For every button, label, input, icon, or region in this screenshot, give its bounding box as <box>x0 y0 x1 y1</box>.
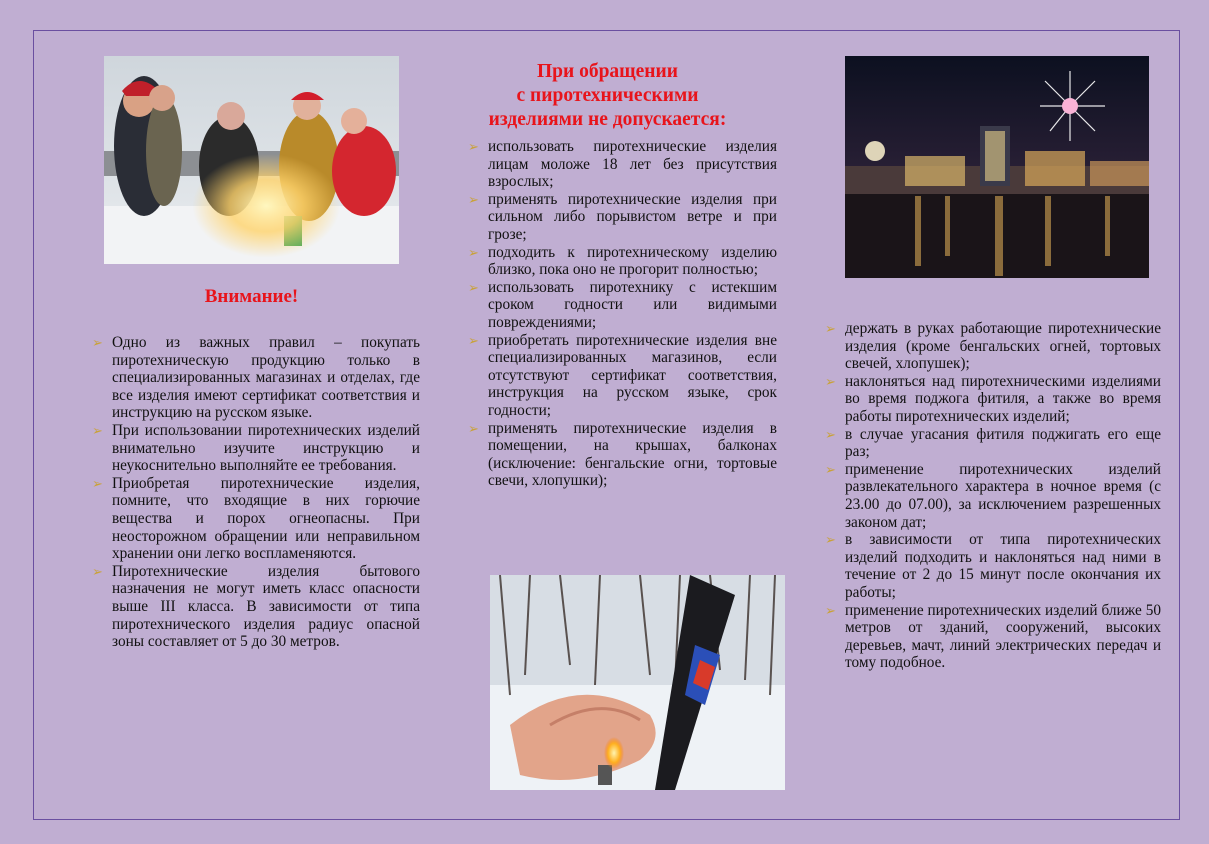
bullet-arrow-icon: ➢ <box>468 279 479 295</box>
bullet-arrow-icon: ➢ <box>825 532 836 548</box>
list-item: ➢ Приобретая пиротехнические изделия, помните, что входящие в них горючие вещества и порох огнеопасны. При неосторожном обращении или неправильном хранении они легко воспламеняются. <box>92 474 420 563</box>
attention-heading: Внимание! <box>204 286 299 307</box>
bullet-arrow-icon: ➢ <box>825 602 836 618</box>
photo-city-fireworks-night <box>845 56 1149 278</box>
bullet-arrow-icon: ➢ <box>92 335 103 350</box>
list-item: ➢ применять пиротехнические изделия при сильном либо порывистом ветре и при грозе; <box>468 190 777 243</box>
list-item: ➢ наклоняться над пиротехническими изделиями во время поджога фитиля, а также во время работы пиротехнических изделий; <box>825 372 1161 425</box>
bullet-arrow-icon: ➢ <box>468 244 479 260</box>
photo-people-sparklers <box>104 56 399 264</box>
list-item: ➢ применять пиротехнические изделия в помещении, на крышах, балконах (исключение: бенгальские огни, тортовые свечи, хлопушки); <box>468 419 777 490</box>
prohibited-list <box>465 138 777 490</box>
photo-hand-lighting-firework <box>490 575 785 790</box>
bullet-arrow-icon: ➢ <box>468 420 479 436</box>
bullet-arrow-icon: ➢ <box>468 191 479 207</box>
bullet-arrow-icon: ➢ <box>92 422 103 438</box>
bullet-arrow-icon: ➢ <box>825 426 836 442</box>
list-item: ➢ держать в руках работающие пиротехнические изделия (кроме бенгальских огней, тортовых свечей, хлопушек); <box>825 320 1161 373</box>
list-item: ➢ Одно из важных правил – покупать пиротехническую продукцию только в специализированных магазинах и отделах, где все изделия имеют сертификат соответствия и инструкцию на русском языке. <box>92 334 420 422</box>
bullet-arrow-icon: ➢ <box>825 373 836 389</box>
list-item: ➢ использовать пиротехнику с истекшим сроком годности или видимыми повреждениями; <box>468 278 777 331</box>
attention-list <box>89 334 420 651</box>
list-item: ➢ Пиротехнические изделия бытового назначения не могут иметь класс опасности выше III класса. В зависимости от типа пиротехнического изделия радиус опасной зоны составляет от 5 до 30 метров. <box>92 562 420 651</box>
list-item: ➢ в зависимости от типа пиротехнических изделий подходить и наклоняться над ними в течение от 2 до 15 минут после окончания их работы; <box>825 531 1161 601</box>
list-item: ➢ приобретать пиротехнические изделия вне специализированных магазинов, если отсутствуют сертификат соответствия, инструкция на русском языке, срок годности; <box>468 331 777 419</box>
prohibited-list-continued <box>822 320 1161 672</box>
bullet-arrow-icon: ➢ <box>92 563 103 579</box>
list-item: ➢ в случае угасания фитиля поджигать его еще раз; <box>825 425 1161 461</box>
bullet-arrow-icon: ➢ <box>92 475 103 491</box>
prohibited-heading: При обращении с пиротехническими изделиями не допускается: <box>488 61 727 130</box>
bullet-arrow-icon: ➢ <box>825 461 836 477</box>
list-item: ➢ применение пиротехнических изделий ближе 50 метров от зданий, сооружений, высоких деревьев, мачт, линий электрических передач и тому подобное. <box>825 601 1161 672</box>
list-item: ➢ использовать пиротехнические изделия лицам моложе 18 лет без присутствия взрослых; <box>468 138 777 191</box>
bullet-arrow-icon: ➢ <box>825 321 836 336</box>
bullet-arrow-icon: ➢ <box>468 332 479 348</box>
list-item: ➢ подходить к пиротехническому изделию близко, пока оно не прогорит полностью; <box>468 243 777 279</box>
list-item: ➢ применение пиротехнических изделий развлекательного характера в ночное время (с 23.00 до 07.00), за исключением разрешенных законом дат; <box>825 460 1161 531</box>
list-item: ➢ При использовании пиротехнических изделий внимательно изучите инструкцию и неукоснительно выполняйте ее требования. <box>92 421 420 475</box>
bullet-arrow-icon: ➢ <box>468 139 479 154</box>
